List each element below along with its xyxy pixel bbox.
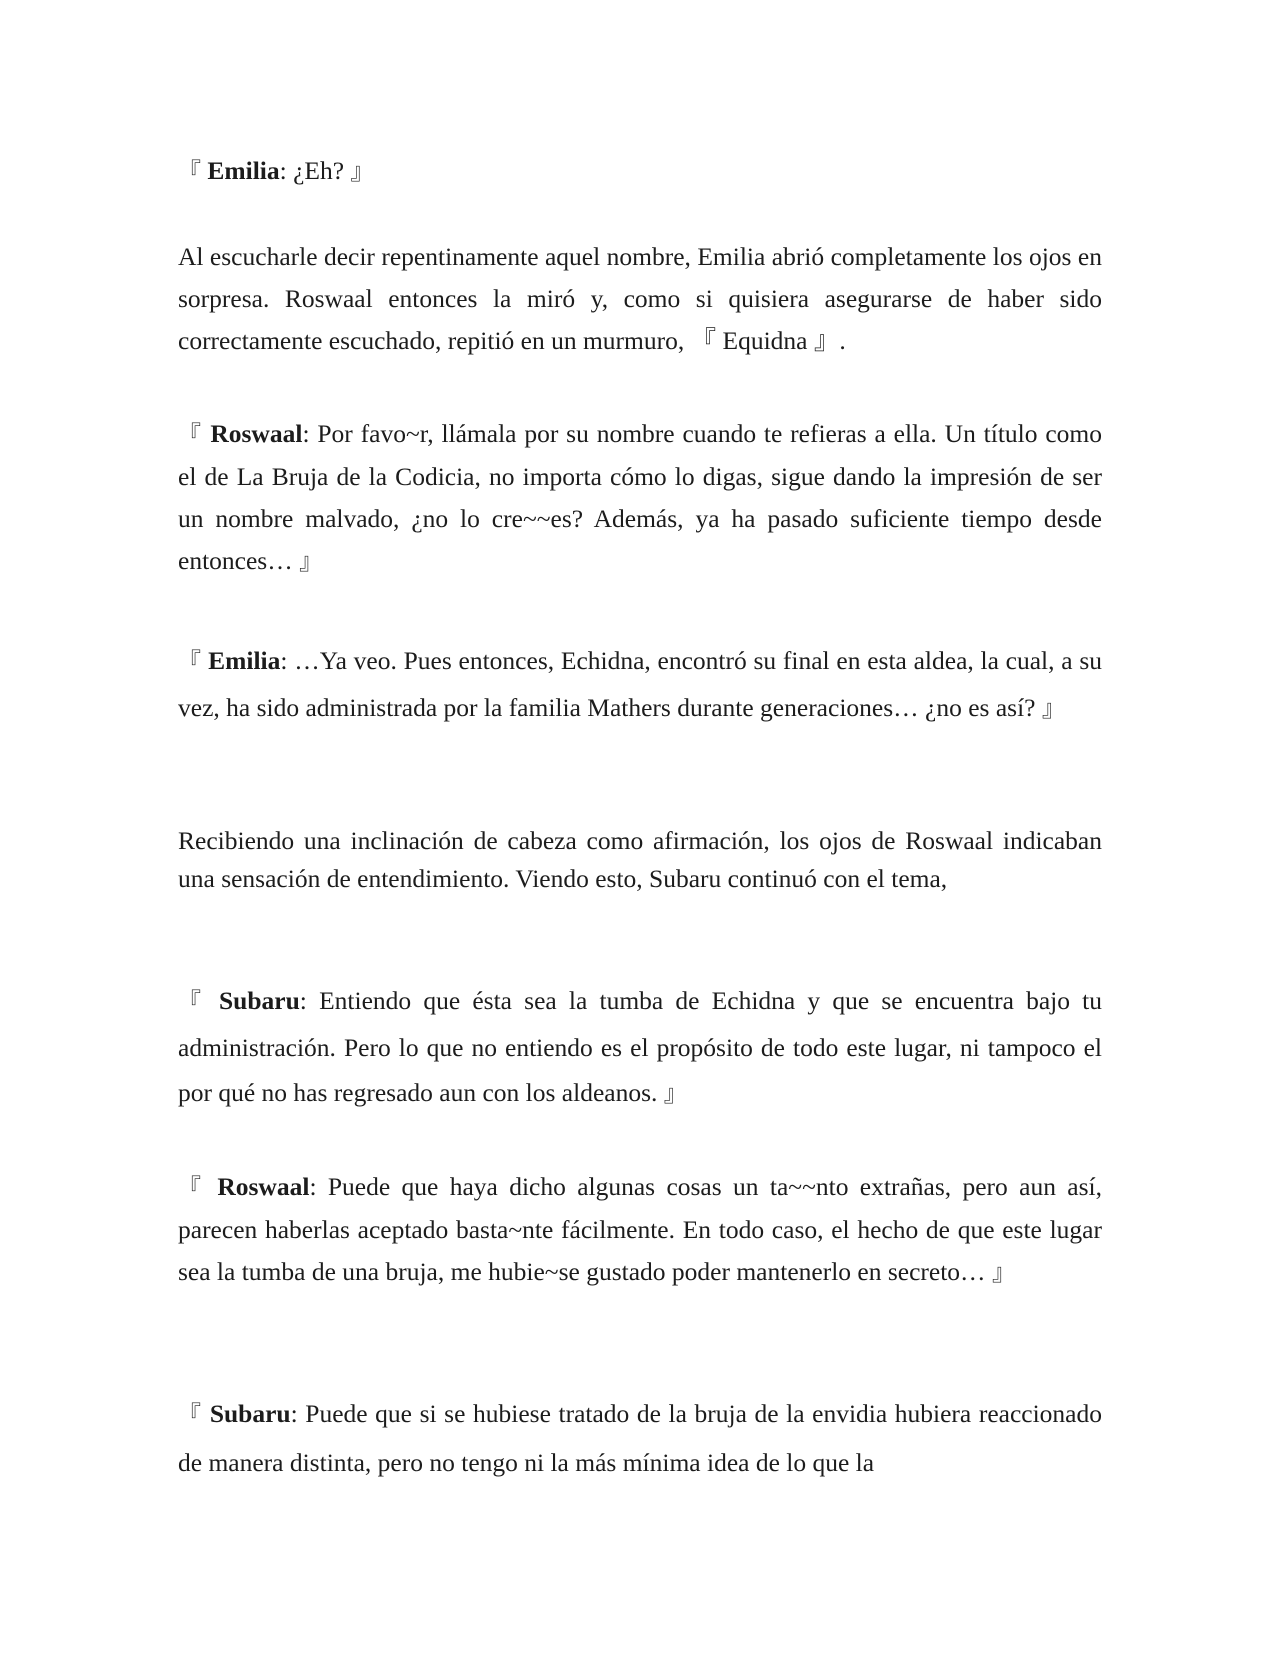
- dialogue-text: ¿Eh?: [293, 156, 351, 185]
- dialogue-paragraph: 『 Subaru: Entiendo que ésta sea la tumba de Echidna y que se encuentra bajo tu administración. Pero lo que no entiendo es el propósito de todo este lugar, ni tampoco el por qué no has regresado aun con los aldeanos. 』: [178, 986, 1102, 1107]
- speaker-name: Subaru: [209, 1399, 291, 1428]
- close-quote-bracket: 』: [350, 159, 374, 185]
- open-quote-bracket: 『: [178, 159, 201, 185]
- narration-text: Al escucharle decir repentinamente aquel nombre, Emilia abrió completamente los ojos en sorpresa. Roswaal entonces la miró y, como si quisiera asegurarse de haber sido correctamente escuchado, repitió en un murmuro, 『 Equidna 』.: [178, 242, 1102, 355]
- speaker-name: Emilia: [207, 156, 280, 185]
- close-quote-bracket: 』: [1041, 696, 1065, 722]
- dialogue-text: Entiendo que ésta sea la tumba de Echidna y que se encuentra bajo tu administración. Pero lo que no entiendo es el propósito de todo este lugar, ni tampoco el por qué no has regresado aun con los aldeanos.: [178, 986, 1102, 1107]
- dialogue-paragraph: 『 Emilia: ¿Eh? 』: [178, 156, 374, 185]
- dialogue-text: Por favo~r, llámala por su nombre cuando te refieras a ella. Un título como el de La Bruja de la Codicia, no importa cómo lo digas, sigue dando la impresión de ser un nombre malvado, ¿no lo cre~~es? Además, ya ha pasado suficiente tiempo desde entonces…: [178, 419, 1103, 575]
- narration-paragraph: [178, 236, 1102, 362]
- dialogue-paragraph: 『 Emilia: …Ya veo. Pues entonces, Echidna, encontró su final en esta aldea, la cual, a su vez, ha sido administrada por la familia Mathers durante generaciones… ¿no es así? 』: [178, 646, 1102, 722]
- open-quote-bracket: 『: [178, 1175, 206, 1201]
- open-quote-bracket: 『: [178, 989, 207, 1015]
- narration-paragraph: [178, 822, 1102, 898]
- close-quote-bracket: 』: [991, 1260, 1015, 1286]
- dialogue-paragraph: 『 Roswaal: Puede que haya dicho algunas cosas un ta~~nto extrañas, pero aun así, parecen haberlas aceptado basta~nte fácilmente. En todo caso, el hecho de que este lugar sea la tumba de una bruja, me hubie~se gustado poder mantenerlo en secreto… 』: [178, 1172, 1103, 1286]
- narration-text: Recibiendo una inclinación de cabeza como afirmación, los ojos de Roswaal indicaban una sensación de entendimiento. Viendo esto, Subaru continuó con el tema,: [178, 826, 1102, 893]
- dialogue-paragraph: 『 Subaru: Puede que si se hubiese tratado de la bruja de la envidia hubiera reaccionado de manera distinta, pero no tengo ni la más mínima idea de lo que la: [178, 1399, 1102, 1477]
- close-quote-bracket: 』: [299, 549, 323, 575]
- open-quote-bracket: 『: [178, 1402, 203, 1428]
- speaker-name: Roswaal: [217, 1172, 310, 1201]
- open-quote-bracket: 『: [178, 649, 202, 675]
- dialogue-text: …Ya veo. Pues entonces, Echidna, encontró su final en esta aldea, la cual, a su vez, ha sido administrada por la familia Mathers durante generaciones… ¿no es así?: [178, 646, 1102, 722]
- close-quote-bracket: 』: [663, 1081, 687, 1107]
- speaker-name: Subaru: [219, 986, 300, 1015]
- speaker-name: Roswaal: [210, 419, 303, 448]
- dialogue-text: Puede que si se hubiese tratado de la bruja de la envidia hubiera reaccionado de manera distinta, pero no tengo ni la más mínima idea de lo que la: [178, 1399, 1102, 1477]
- dialogue-paragraph: 『 Roswaal: Por favo~r, llámala por su nombre cuando te refieras a ella. Un título como el de La Bruja de la Codicia, no importa cómo lo digas, sigue dando la impresión de ser un nombre malvado, ¿no lo cre~~es? Además, ya ha pasado suficiente tiempo desde entonces… 』: [178, 419, 1103, 575]
- speaker-name: Emilia: [208, 646, 281, 675]
- open-quote-bracket: 『: [178, 422, 203, 448]
- dialogue-text: Puede que haya dicho algunas cosas un ta~~nto extrañas, pero aun así, parecen haberlas aceptado basta~nte fácilmente. En todo caso, el hecho de que este lugar sea la tumba de una bruja, me hubie~se gustado poder mantenerlo en secreto…: [178, 1172, 1103, 1286]
